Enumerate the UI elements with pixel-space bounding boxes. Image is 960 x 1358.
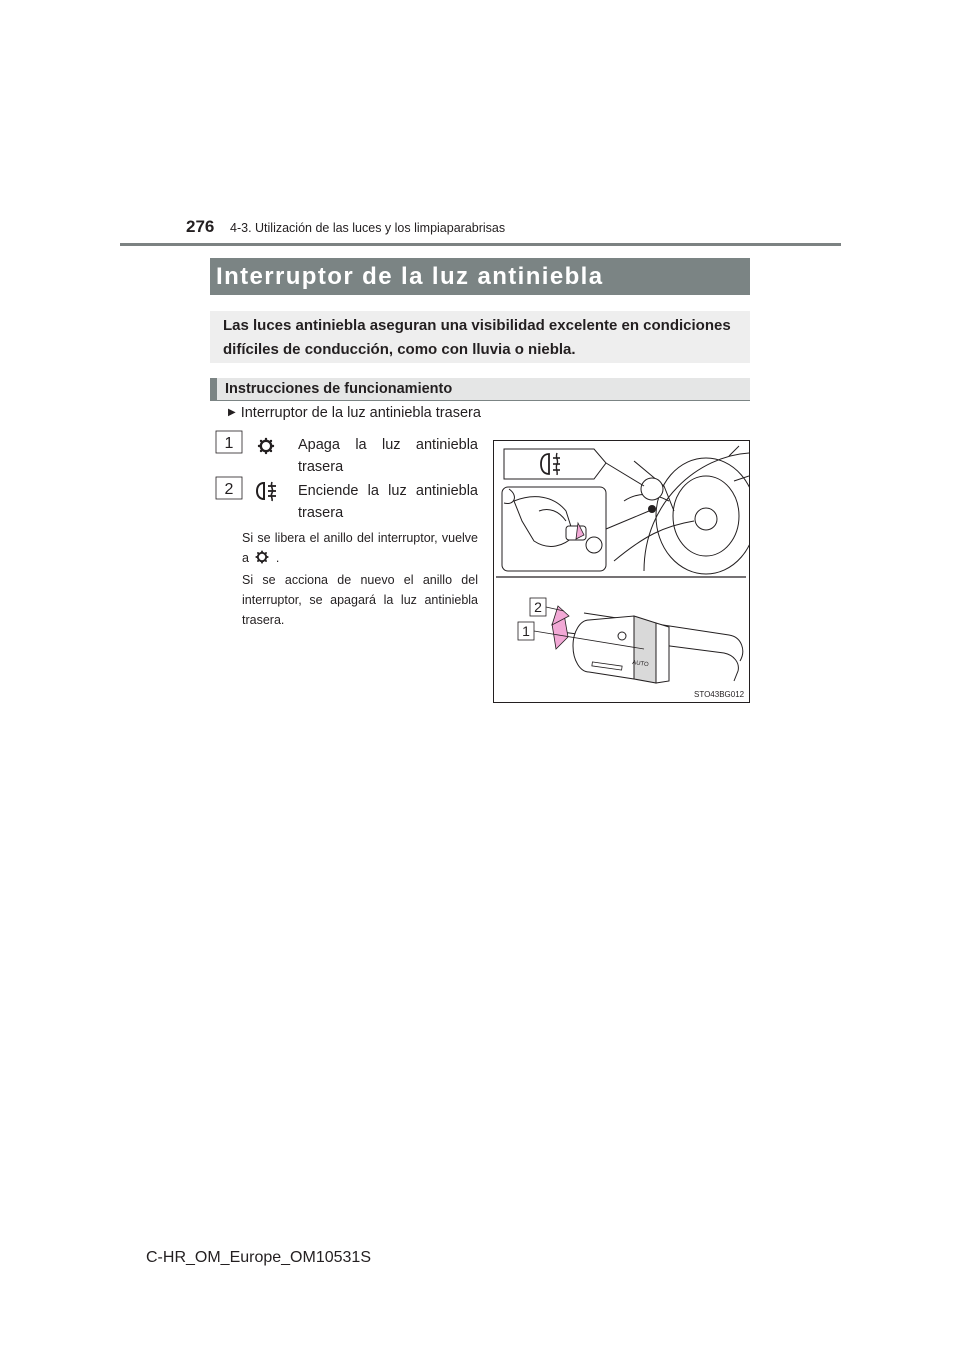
- page-number: 276: [186, 217, 215, 236]
- svg-text:1: 1: [522, 623, 530, 639]
- svg-text:2: 2: [534, 599, 542, 615]
- off-inline-icon: [252, 549, 272, 565]
- bullet-text: Interruptor de la luz antiniebla trasera: [240, 405, 481, 421]
- bullet-triangle-icon: ▶: [228, 407, 236, 418]
- item-1-line1: Apaga la luz antiniebla: [298, 437, 478, 453]
- header-rule: [120, 243, 841, 246]
- lever-illustration: [493, 440, 750, 703]
- intro-box: Las luces antiniebla aseguran una visibilidad excelente en condiciones difíciles de conducción, como con lluvia o niebla.: [210, 311, 750, 363]
- note-release-end: .: [275, 551, 280, 565]
- item-2-line2: trasera: [298, 505, 344, 521]
- item-1-label: [298, 434, 478, 478]
- note-release: [242, 528, 478, 568]
- item-1-line2: trasera: [298, 459, 344, 475]
- figure-code: STO43BG012: [694, 690, 745, 699]
- footer-doc-id: C-HR_OM_Europe_OM10531S: [146, 1249, 371, 1266]
- item-2-line1: Enciende la luz antiniebla: [298, 483, 478, 499]
- off-icon: [256, 436, 276, 456]
- callout-rear-fog: [504, 449, 644, 486]
- number-2-icon: [215, 476, 243, 500]
- illustration-svg: [494, 441, 749, 702]
- subheading: Instrucciones de funcionamiento: [210, 378, 750, 401]
- svg-text:2: 2: [224, 481, 234, 498]
- svg-text:AUTO: AUTO: [631, 660, 649, 669]
- note-release-text: Si se libera el anillo del interruptor, vuelve a: [242, 531, 478, 565]
- rear-fog-icon: [255, 480, 279, 502]
- section-reference: 4-3. Utilización de las luces y los limpiaparabrisas: [230, 221, 506, 235]
- svg-text:1: 1: [224, 435, 234, 452]
- note-again: Si se acciona de nuevo el anillo del interruptor, se apagará la luz antiniebla trasera.: [242, 573, 478, 627]
- item-2-label: [298, 480, 478, 524]
- lever-closeup: [552, 606, 743, 683]
- page-title: Interruptor de la luz antiniebla: [210, 258, 750, 295]
- bullet-item: [228, 405, 481, 421]
- number-1-icon: [215, 430, 243, 454]
